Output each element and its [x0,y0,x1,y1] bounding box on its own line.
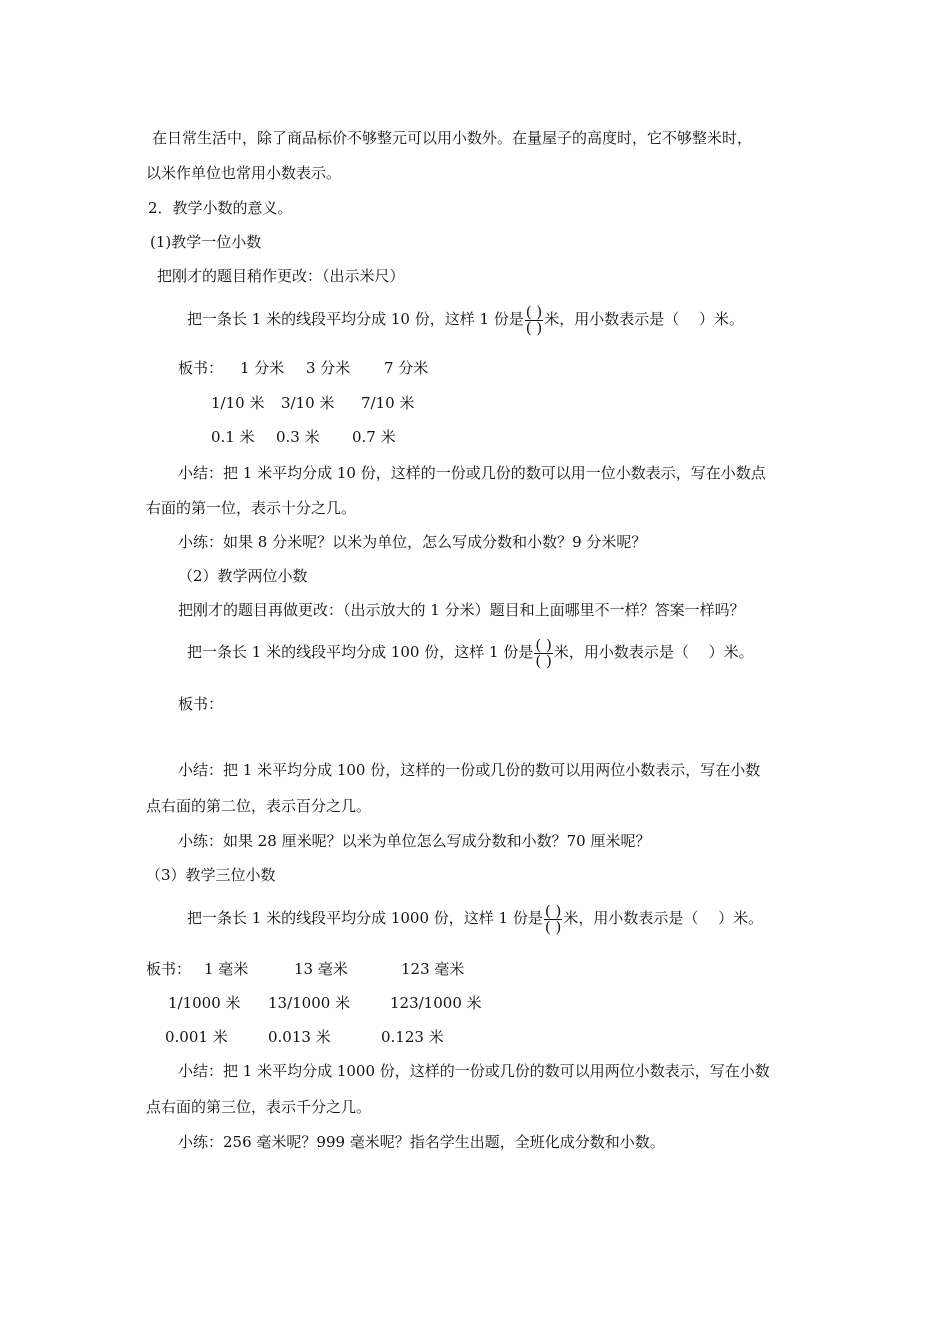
board-cell: 3/10 米 [281,394,335,412]
board-cell: 0.001 米 [165,1028,228,1046]
problem-text-before: 把一条长 1 米的线段平均分成 100 份，这样 1 份是 [187,643,534,661]
board-cell: 7/10 米 [361,394,415,412]
fraction-denominator: ( ) [525,318,543,337]
problem-text-after: 米，用小数表示是（ ）米。 [544,310,745,328]
part-2-summary-line-2: 点右面的第二位，表示百分之几。 [146,797,372,815]
part-2-heading: （2）教学两位小数 [178,567,308,585]
part-1-summary-line-2: 右面的第一位，表示十分之几。 [146,499,357,517]
part-3-summary-line-2: 点右面的第三位，表示千分之几。 [146,1098,372,1116]
intro-line-2: 以米作单位也常用小数表示。 [146,164,342,182]
part-3-practice: 小练：256 毫米呢？999 毫米呢？指名学生出题，全班化成分数和小数。 [178,1133,665,1151]
part-3-problem [187,903,763,935]
board-cell: 7 分米 [384,359,429,377]
board-cell: 3 分米 [306,359,351,377]
board-cell: 13 毫米 [294,960,348,978]
part-2-practice: 小练：如果 28 厘米呢？以米为单位怎么写成分数和小数？70 厘米呢？ [178,832,651,850]
fraction-numerator: ( ) [544,901,562,920]
board-cell: 0.3 米 [276,428,320,446]
part-3-summary-line-1: 小结：把 1 米平均分成 1000 份，这样的一份或几份的数可以用两位小数表示，写在小数 [178,1062,770,1080]
section-2-heading: 2．教学小数的意义。 [148,199,293,217]
part-2-problem [187,637,754,669]
board-cell: 1/1000 米 [168,994,241,1012]
board-cell: 0.7 米 [352,428,396,446]
part-3-heading: （3）教学三位小数 [146,866,276,884]
problem-text-before: 把一条长 1 米的线段平均分成 10 份，这样 1 份是 [187,310,524,328]
fraction-numerator: ( ) [535,635,552,654]
fraction-denominator: ( ) [535,651,552,670]
board-cell: 13/1000 米 [268,994,351,1012]
fraction-denominator: ( ) [544,917,562,936]
part-1-change-note: 把刚才的题目稍作更改：（出示米尺） [157,267,405,285]
board-label: 板书： [178,695,224,713]
fraction-blank [544,901,562,936]
part-2-summary-line-1: 小结：把 1 米平均分成 100 份，这样的一份或几份的数可以用两位小数表示，写在小数 [178,761,761,779]
problem-text-after: 米，用小数表示是（ ）米。 [553,643,754,661]
fraction-numerator: ( ) [525,302,543,321]
fraction-blank [525,302,543,337]
part-1-heading: (1)教学一位小数 [150,233,262,251]
part-1-summary-line-1: 小结：把 1 米平均分成 10 份，这样的一份或几份的数可以用一位小数表示，写在小数点 [178,464,766,482]
board-cell: 0.1 米 [211,428,255,446]
intro-line-1: 在日常生活中，除了商品标价不够整元可以用小数外。在量屋子的高度时，它不够整米时， [152,129,753,147]
board-cell: 123/1000 米 [390,994,482,1012]
part-1-practice: 小练：如果 8 分米呢？以米为单位，怎么写成分数和小数？9 分米呢？ [178,533,647,551]
board-cell: 1/10 米 [211,394,265,412]
part-2-change-note: 把刚才的题目再做更改：（出示放大的 1 分米）题目和上面哪里不一样？答案一样吗？ [178,601,745,619]
board-label: 板书： [146,960,192,978]
board-cell: 1 毫米 [204,960,249,978]
board-label: 板书： [178,359,224,377]
board-cell: 0.013 米 [268,1028,331,1046]
board-cell: 123 毫米 [401,960,465,978]
problem-text-before: 把一条长 1 米的线段平均分成 1000 份，这样 1 份是 [187,909,543,927]
board-cell: 0.123 米 [381,1028,444,1046]
board-cell: 1 分米 [240,359,285,377]
part-1-problem [187,304,744,336]
problem-text-after: 米，用小数表示是（ ）米。 [563,909,764,927]
fraction-blank [534,635,552,670]
